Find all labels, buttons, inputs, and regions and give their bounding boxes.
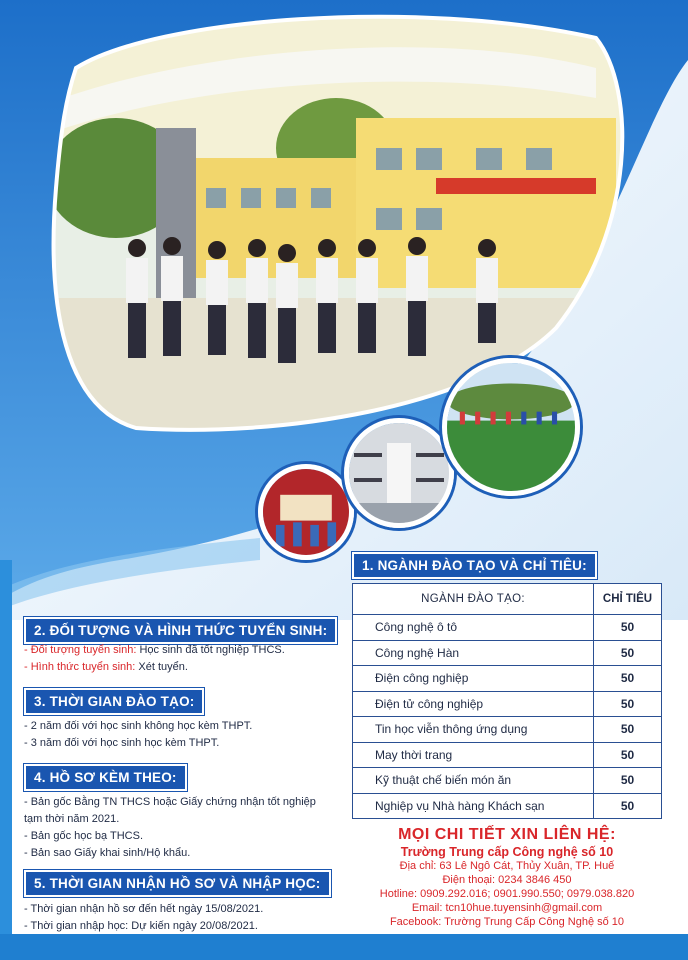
section-3-heading: 3. THỜI GIAN ĐÀO TẠO: [24, 688, 204, 715]
list-item: - 2 năm đối với học sinh không học kèm THPT. [24, 720, 253, 732]
list-item: - Bản gốc học bạ THCS. [24, 830, 144, 842]
admission-method-line [24, 659, 334, 676]
facebook: Facebook: Trường Trung Cấp Công Nghệ số 10 [389, 916, 625, 928]
program-quota: 50 [594, 640, 662, 666]
list-item: - Thời gian nhận hồ sơ đến hết ngày 15/08/2021. [24, 903, 264, 915]
program-quota: 50 [594, 793, 662, 819]
program-quota: 50 [594, 691, 662, 717]
footer-bar [0, 934, 688, 960]
program-quota: 50 [594, 768, 662, 794]
section-5-body [24, 901, 344, 935]
section-2-body [24, 642, 334, 676]
section-2-heading: 2. ĐỐI TƯỢNG VÀ HÌNH THỨC TUYỂN SINH: [24, 617, 337, 644]
email: Email: tcn10hue.tuyensinh@gmail.com [411, 902, 603, 914]
program-name: May thời trang [353, 742, 594, 768]
program-quota: 50 [594, 615, 662, 641]
admission-target-value: Học sinh đã tốt nghiệp THCS. [139, 644, 285, 656]
table-row [353, 768, 662, 794]
table-row [353, 717, 662, 743]
hotline: Hotline: 0909.292.016; 0901.990.550; 0979.038.820 [379, 888, 635, 900]
dormitory-photo [344, 418, 454, 528]
admission-target-line [24, 642, 334, 659]
program-quota: 50 [594, 666, 662, 692]
phone: Điện thoại: 0234 3846 450 [442, 874, 572, 886]
program-quota: 50 [594, 742, 662, 768]
program-name: Công nghệ Hàn [353, 640, 594, 666]
section-5-heading: 5. THỜI GIAN NHẬN HỒ SƠ VÀ NHẬP HỌC: [24, 870, 331, 897]
program-name: Tin học viễn thông ứng dụng [353, 717, 594, 743]
table-header-quota: CHỈ TIÊU [594, 584, 662, 615]
list-item: - Bản sao Giấy khai sinh/Hộ khẩu. [24, 847, 191, 859]
list-item: - 3 năm đối với học sinh học kèm THPT. [24, 737, 220, 749]
contact-title: MỌI CHI TIẾT XIN LIÊN HỆ: [398, 826, 616, 843]
program-name: Điện tử công nghiệp [353, 691, 594, 717]
address: Địa chỉ: 63 Lê Ngô Cát, Thủy Xuân, TP. Huế [399, 860, 615, 872]
admission-target-label: - Đối tượng tuyển sinh: [24, 644, 137, 656]
program-name: Kỹ thuật chế biến món ăn [353, 768, 594, 794]
admission-method-value: Xét tuyển. [138, 661, 188, 673]
quota-table [352, 583, 662, 819]
sports-field-photo [442, 358, 580, 496]
admission-method-label: - Hình thức tuyển sinh: [24, 661, 136, 673]
left-stripe [0, 560, 12, 960]
list-item: - Bản gốc Bằng TN THCS hoặc Giấy chứng nhận tốt nghiệp [24, 796, 316, 808]
section-4-body [24, 794, 344, 862]
table-row [353, 640, 662, 666]
table-row [353, 691, 662, 717]
table-row [353, 793, 662, 819]
program-name: Nghiệp vụ Nhà hàng Khách sạn [353, 793, 594, 819]
section-4-heading: 4. HỒ SƠ KÈM THEO: [24, 764, 187, 791]
table-row [353, 742, 662, 768]
list-item: - Thời gian nhập học: Dự kiến ngày 20/08/2021. [24, 920, 258, 932]
contact-block [352, 826, 662, 929]
program-name: Công nghệ ô tô [353, 615, 594, 641]
table-row [353, 615, 662, 641]
event-photo [258, 464, 354, 560]
program-quota: 50 [594, 717, 662, 743]
list-item: tạm thời năm 2021. [24, 813, 120, 825]
section-1-heading: 1. NGÀNH ĐÀO TẠO VÀ CHỈ TIÊU: [352, 552, 597, 579]
school-name: Trường Trung cấp Công nghệ số 10 [400, 845, 614, 859]
program-name: Điện công nghiệp [353, 666, 594, 692]
section-3-body [24, 718, 334, 752]
table-row [353, 666, 662, 692]
table-header-program: NGÀNH ĐÀO TẠO: [353, 584, 594, 615]
